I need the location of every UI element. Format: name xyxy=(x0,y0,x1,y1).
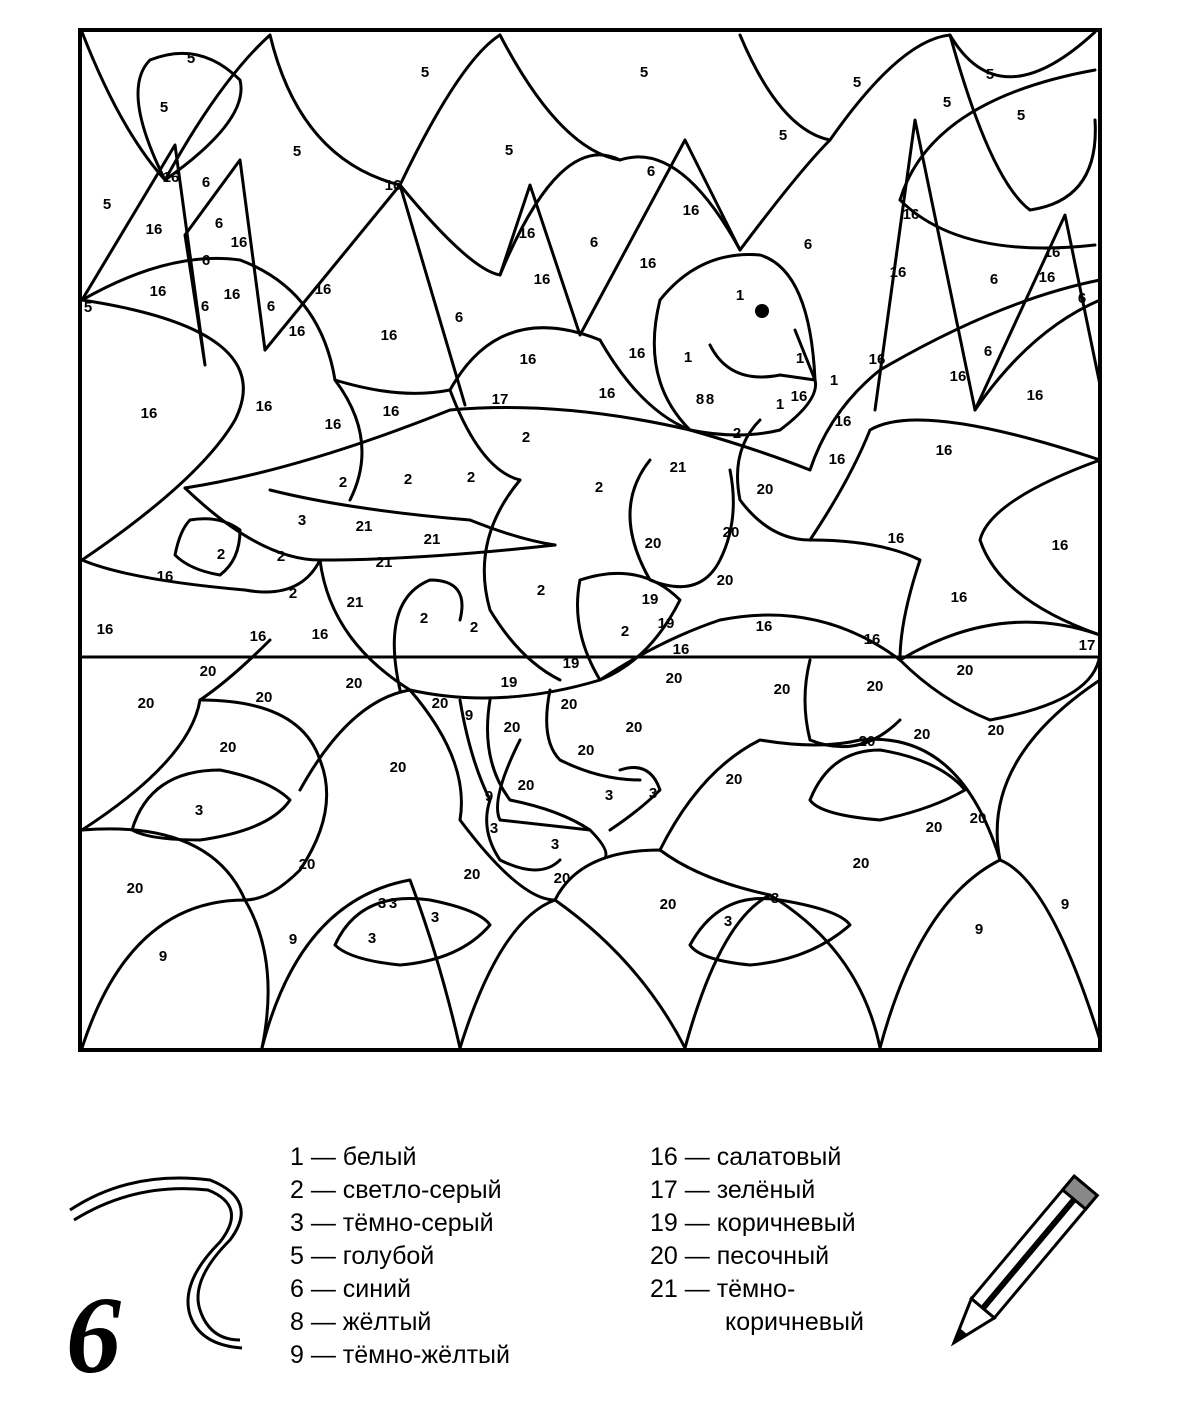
region-number: 20 xyxy=(722,523,740,541)
region-number: 16 xyxy=(384,176,402,194)
region-number: 20 xyxy=(716,571,734,589)
region-number: 16 xyxy=(639,254,657,272)
region-number: 20 xyxy=(969,809,987,827)
legend-item: 2 — светло-серый xyxy=(290,1176,502,1204)
region-number: 16 xyxy=(311,625,329,643)
region-number: 3 xyxy=(550,835,560,853)
region-number: 17 xyxy=(1078,636,1096,654)
region-number: 5 xyxy=(852,73,862,91)
region-number: 16 xyxy=(863,630,881,648)
legend-item: 8 — жёлтый xyxy=(290,1308,432,1336)
region-number: 1 xyxy=(683,348,693,366)
region-number: 6 xyxy=(266,297,276,315)
region-number: 1 xyxy=(735,286,745,304)
region-number: 6 xyxy=(646,162,656,180)
region-number: 3 xyxy=(194,801,204,819)
region-number: 16 xyxy=(628,344,646,362)
region-number: 16 xyxy=(887,529,905,547)
region-number: 16 xyxy=(162,168,180,186)
region-number: 5 xyxy=(102,195,112,213)
region-number: 20 xyxy=(431,694,449,712)
region-number: 16 xyxy=(324,415,342,433)
region-number: 20 xyxy=(858,732,876,750)
region-number: 5 xyxy=(778,126,788,144)
region-number: 6 xyxy=(201,251,211,269)
region-number: 16 xyxy=(755,617,773,635)
region-number: 2 xyxy=(594,478,604,496)
region-number: 16 xyxy=(140,404,158,422)
region-number: 16 xyxy=(382,402,400,420)
region-number: 16 xyxy=(1026,386,1044,404)
region-number: 20 xyxy=(199,662,217,680)
region-number: 20 xyxy=(866,677,884,695)
region-number: 2 xyxy=(536,581,546,599)
region-number: 16 xyxy=(598,384,616,402)
region-number: 21 xyxy=(355,517,373,535)
legend-item: 9 — тёмно-жёлтый xyxy=(290,1341,510,1369)
region-number: 16 xyxy=(288,322,306,340)
legend-item: 16 — салатовый xyxy=(650,1143,842,1171)
region-number: 5 xyxy=(504,141,514,159)
region-number: 6 xyxy=(454,308,464,326)
region-number: 16 xyxy=(868,350,886,368)
region-number: 9 xyxy=(464,706,474,724)
region-number: 16 xyxy=(255,397,273,415)
region-number: 16 xyxy=(145,220,163,238)
region-number: 16 xyxy=(1043,243,1061,261)
legend-item: 17 — зелёный xyxy=(650,1176,816,1204)
picture-frame xyxy=(80,30,1100,1050)
region-number: 2 xyxy=(288,584,298,602)
region-number: 16 xyxy=(314,280,332,298)
region-number: 2 xyxy=(216,545,226,563)
region-number: 16 xyxy=(682,201,700,219)
region-number: 1 xyxy=(829,371,839,389)
region-number: 5 xyxy=(942,93,952,111)
region-number: 20 xyxy=(925,818,943,836)
page-number: 6 xyxy=(66,1274,121,1396)
region-number: 20 xyxy=(219,738,237,756)
region-number: 20 xyxy=(625,718,643,736)
region-number: 3 xyxy=(489,819,499,837)
region-number: 3 xyxy=(723,912,733,930)
region-number: 16 xyxy=(223,285,241,303)
region-number: 16 xyxy=(519,350,537,368)
region-number: 16 xyxy=(902,205,920,223)
region-number: 21 xyxy=(669,458,687,476)
region-number: 6 xyxy=(983,342,993,360)
region-number: 2 xyxy=(469,618,479,636)
region-number: 6 xyxy=(214,214,224,232)
color-legend-left xyxy=(290,1141,510,1372)
region-number: 16 xyxy=(834,412,852,430)
region-number: 19 xyxy=(562,654,580,672)
legend-item: 20 — песочный xyxy=(650,1242,830,1270)
legend-item: 21 — тёмно- xyxy=(650,1275,796,1303)
region-number: 20 xyxy=(956,661,974,679)
region-number: 2 xyxy=(338,473,348,491)
region-number: 9 xyxy=(484,787,494,805)
region-number: 2 xyxy=(521,428,531,446)
region-number: 2 xyxy=(419,609,429,627)
region-number: 20 xyxy=(665,669,683,687)
region-number: 20 xyxy=(773,680,791,698)
region-number: 19 xyxy=(657,614,675,632)
region-number: 17 xyxy=(491,390,509,408)
region-number: 20 xyxy=(517,776,535,794)
region-number: 5 xyxy=(186,49,196,67)
region-number: 20 xyxy=(560,695,578,713)
region-number: 16 xyxy=(380,326,398,344)
region-number: 3 xyxy=(648,784,658,802)
region-number: 2 xyxy=(732,424,742,442)
region-number: 5 xyxy=(985,65,995,83)
region-number: 21 xyxy=(346,593,364,611)
region-number: 16 xyxy=(889,263,907,281)
region-number: 5 xyxy=(292,142,302,160)
region-number: 1 xyxy=(795,349,805,367)
region-number: 16 xyxy=(1051,536,1069,554)
region-number: 3 xyxy=(604,786,614,804)
region-number: 8 xyxy=(705,390,715,408)
region-number: 16 xyxy=(533,270,551,288)
region-number: 5 xyxy=(159,98,169,116)
region-number: 21 xyxy=(423,530,441,548)
region-number: 9 xyxy=(1060,895,1070,913)
region-number: 20 xyxy=(389,758,407,776)
region-number: 3 xyxy=(377,894,387,912)
region-number: 20 xyxy=(463,865,481,883)
region-number: 20 xyxy=(137,694,155,712)
region-number-labels xyxy=(84,50,1096,965)
region-number: 9 xyxy=(288,930,298,948)
region-number: 6 xyxy=(1077,289,1087,307)
pencil-icon xyxy=(930,1160,1100,1380)
region-number: 16 xyxy=(828,450,846,468)
region-number: 2 xyxy=(466,468,476,486)
region-number: 3 xyxy=(388,894,398,912)
region-number: 21 xyxy=(375,553,393,571)
region-number: 3 xyxy=(430,908,440,926)
region-number: 2 xyxy=(620,622,630,640)
region-number: 2 xyxy=(403,470,413,488)
region-number: 2 xyxy=(276,547,286,565)
region-number: 20 xyxy=(255,688,273,706)
region-number: 3 xyxy=(297,511,307,529)
region-number: 20 xyxy=(987,721,1005,739)
region-number: 16 xyxy=(230,233,248,251)
region-number: 20 xyxy=(577,741,595,759)
legend-item: 3 — тёмно-серый xyxy=(290,1209,494,1237)
region-number: 20 xyxy=(345,674,363,692)
region-number: 6 xyxy=(589,233,599,251)
region-number: 20 xyxy=(659,895,677,913)
region-number: 20 xyxy=(852,854,870,872)
region-number: 20 xyxy=(503,718,521,736)
region-number: 16 xyxy=(672,640,690,658)
region-number: 6 xyxy=(200,297,210,315)
region-number: 16 xyxy=(949,367,967,385)
region-number: 19 xyxy=(500,673,518,691)
region-number: 20 xyxy=(298,855,316,873)
region-number: 9 xyxy=(158,947,168,965)
region-number: 20 xyxy=(553,869,571,887)
region-number: 16 xyxy=(790,387,808,405)
region-number: 5 xyxy=(420,63,430,81)
legend-item: 1 — белый xyxy=(290,1143,417,1171)
region-number: 19 xyxy=(641,590,659,608)
region-number: 16 xyxy=(96,620,114,638)
color-legend-right xyxy=(650,1141,864,1339)
region-number: 5 xyxy=(1016,106,1026,124)
region-number: 16 xyxy=(950,588,968,606)
legend-item: 5 — голубой xyxy=(290,1242,435,1270)
region-outlines xyxy=(82,32,1100,1048)
region-number: 9 xyxy=(974,920,984,938)
region-number: 3 xyxy=(367,929,377,947)
region-number: 20 xyxy=(725,770,743,788)
region-number: 16 xyxy=(149,282,167,300)
region-number: 16 xyxy=(518,224,536,242)
legend-item: 6 — синий xyxy=(290,1275,411,1303)
region-number: 20 xyxy=(126,879,144,897)
region-number: 6 xyxy=(989,270,999,288)
region-number: 16 xyxy=(935,441,953,459)
region-number: 6 xyxy=(201,173,211,191)
region-number: 5 xyxy=(83,298,93,316)
region-number: 3 xyxy=(770,889,780,907)
region-number: 5 xyxy=(639,63,649,81)
region-number: 6 xyxy=(803,235,813,253)
region-number: 8 xyxy=(695,390,705,408)
region-number: 20 xyxy=(644,534,662,552)
region-number: 20 xyxy=(756,480,774,498)
region-number: 16 xyxy=(1038,268,1056,286)
legend-item-continuation: коричневый xyxy=(725,1308,864,1336)
legend-item: 19 — коричневый xyxy=(650,1209,856,1237)
region-number: 20 xyxy=(913,725,931,743)
region-number: 16 xyxy=(249,627,267,645)
region-number: 16 xyxy=(156,567,174,585)
region-number: 1 xyxy=(775,395,785,413)
